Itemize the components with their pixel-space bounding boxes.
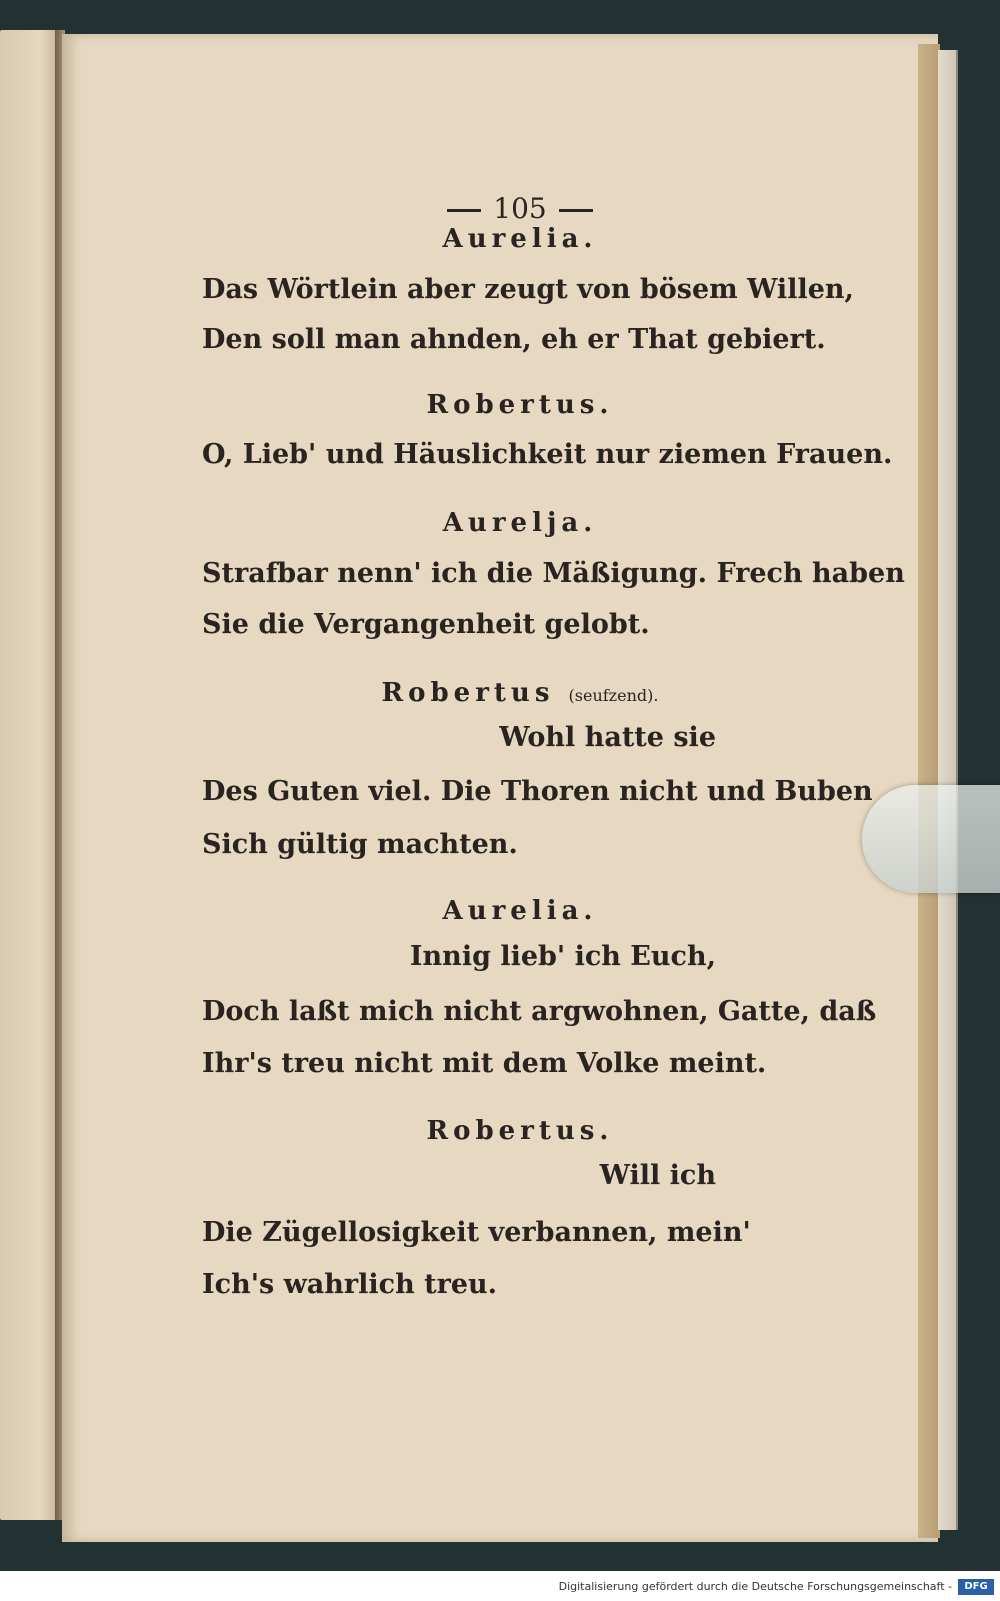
verse-line: Die Zügellosigkeit verbannen, mein' [202,1217,751,1248]
dash-right [559,209,593,212]
speaker-label: Aurelia. [442,224,598,254]
verse-line: Doch laßt mich nicht argwohnen, Gatte, daß [202,996,877,1027]
verse-line: Sich gültig machten. [202,829,518,860]
stage-direction: (seufzend). [568,686,659,705]
speaker-name [62,224,978,254]
verse-line: Des Guten viel. Die Thoren nicht und Buben [202,776,873,807]
speaker-label: Robertus. [426,390,614,420]
speaker-label: Aurelia. [442,896,598,926]
dash-left [447,209,481,212]
speaker-name [62,1116,978,1146]
book-page [62,34,938,1542]
footer-credit: Digitalisierung gefördert durch die Deutsche Forschungsgemeinschaft - [558,1580,952,1593]
verse-line: Ich's wahrlich treu. [202,1269,498,1300]
verse-line: Will ich [599,1160,716,1191]
left-page-edge [0,30,58,1520]
verse-line: Innig lieb' ich Euch, [409,941,716,972]
speaker-name [62,390,978,420]
verse-line: Strafbar nenn' ich die Mäßigung. Frech haben [202,558,905,589]
page-number-value: 105 [493,192,547,225]
dfg-logo: DFG [958,1579,994,1595]
verse-line: Wohl hatte sie [499,722,716,753]
verse-line: O, Lieb' und Häuslichkeit nur ziemen Frauen. [202,439,893,470]
verse-line: Das Wörtlein aber zeugt von bösem Willen, [202,274,854,305]
verse-line: Sie die Vergangenheit gelobt. [202,609,650,640]
verse-line: Ihr's treu nicht mit dem Volke meint. [202,1048,767,1079]
speaker-name [62,508,978,538]
speaker-label: Robertus. [426,1116,614,1146]
verse-line: Den soll man ahnden, eh er That gebiert. [202,324,826,355]
digitization-footer [0,1571,1000,1601]
speaker-name [62,678,978,708]
speaker-name [62,896,978,926]
speaker-label: Aurelja. [442,508,598,538]
page-number [62,192,978,225]
page-clip [862,785,1000,893]
speaker-label: Robertus [381,678,555,708]
